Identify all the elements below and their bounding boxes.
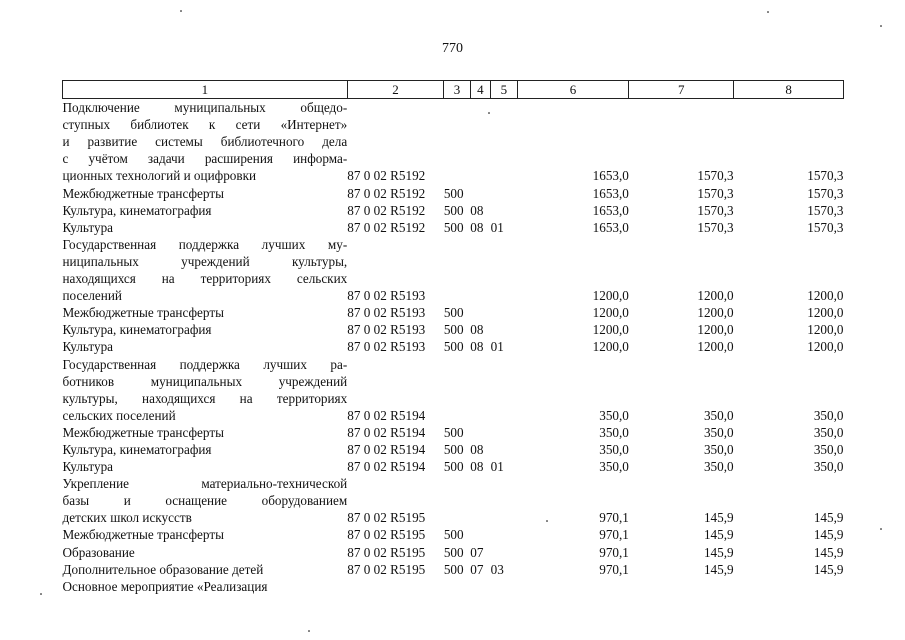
column-header-6: 6 bbox=[517, 81, 629, 99]
row-name bbox=[63, 526, 348, 543]
scan-speck bbox=[40, 593, 42, 595]
row-value-7: 350,0 bbox=[703, 407, 734, 423]
row-c5: 01 bbox=[490, 339, 504, 355]
row-c4 bbox=[470, 424, 490, 441]
row-name-line: ниципальных учреждений культуры, bbox=[62, 253, 348, 269]
row-value-7: 1570,3 bbox=[697, 168, 734, 184]
row-code: 87 0 02 R5194 bbox=[347, 441, 426, 457]
row-name bbox=[63, 219, 348, 236]
table-row bbox=[63, 526, 844, 543]
table-row bbox=[63, 338, 844, 355]
row-value-7: 1570,3 bbox=[697, 185, 734, 201]
row-c4: 08 bbox=[470, 202, 484, 218]
row-code: 87 0 02 R5195 bbox=[347, 527, 426, 543]
row-c4: 08 bbox=[470, 219, 484, 235]
row-c3: 500 bbox=[443, 339, 464, 355]
table-body bbox=[63, 99, 844, 595]
row-c3 bbox=[444, 578, 470, 595]
row-value-6: 350,0 bbox=[599, 424, 629, 440]
scan-speck bbox=[880, 25, 882, 27]
table-row bbox=[63, 544, 844, 561]
row-c4: 08 bbox=[470, 441, 484, 457]
row-value-6: 1653,0 bbox=[592, 185, 629, 201]
table-row bbox=[63, 458, 844, 475]
row-name-line: детских школ искусств bbox=[62, 510, 192, 526]
row-name bbox=[63, 544, 348, 561]
row-name-line: Культура, кинематография bbox=[62, 441, 212, 457]
row-c5 bbox=[491, 544, 517, 561]
row-code: 87 0 02 R5194 bbox=[347, 424, 426, 440]
row-value-6: 1653,0 bbox=[592, 219, 629, 235]
row-code: 87 0 02 R5193 bbox=[347, 339, 426, 355]
table-row bbox=[63, 202, 844, 219]
row-value-6: 350,0 bbox=[599, 441, 629, 457]
row-c5 bbox=[491, 475, 517, 526]
row-value-6: 350,0 bbox=[599, 407, 629, 423]
row-name bbox=[63, 236, 348, 304]
row-c3 bbox=[444, 356, 470, 424]
row-name-line: Государственная поддержка лучших му- bbox=[62, 236, 348, 252]
row-value-7: 1200,0 bbox=[697, 288, 734, 304]
row-c3: 500 bbox=[443, 459, 464, 475]
row-name bbox=[63, 304, 348, 321]
scan-speck bbox=[180, 10, 182, 12]
row-c5 bbox=[491, 441, 517, 458]
row-code: 87 0 02 R5193 bbox=[347, 288, 426, 304]
row-value-6: 970,1 bbox=[599, 544, 629, 560]
table-row bbox=[63, 561, 844, 578]
row-c5 bbox=[491, 424, 517, 441]
row-c3: 500 bbox=[443, 202, 464, 218]
table-row bbox=[63, 236, 844, 304]
row-value-7: 145,9 bbox=[703, 527, 734, 543]
row-value-6: 350,0 bbox=[599, 459, 629, 475]
row-c3: 500 bbox=[443, 219, 464, 235]
row-value-8: 1200,0 bbox=[807, 322, 844, 338]
row-value-7: 1570,3 bbox=[697, 202, 734, 218]
table-row bbox=[63, 99, 844, 185]
row-c3: 500 bbox=[443, 185, 464, 201]
table-header bbox=[63, 81, 844, 99]
row-c4 bbox=[470, 236, 490, 304]
row-name-line: ступных библиотек к сети «Интернет» bbox=[62, 117, 348, 133]
row-c3: 500 bbox=[443, 527, 464, 543]
row-code: 87 0 02 R5195 bbox=[347, 510, 426, 526]
row-c5 bbox=[491, 236, 517, 304]
row-name-line: Государственная поддержка лучших ра- bbox=[62, 356, 348, 372]
row-c4 bbox=[470, 475, 490, 526]
scan-speck bbox=[488, 112, 490, 114]
row-value-7: 1570,3 bbox=[697, 219, 734, 235]
row-value-8: 145,9 bbox=[813, 544, 844, 560]
row-value-8: 350,0 bbox=[813, 407, 844, 423]
row-value-6: 970,1 bbox=[599, 527, 629, 543]
row-c5 bbox=[491, 321, 517, 338]
row-value-8 bbox=[734, 578, 844, 595]
row-value-8: 1200,0 bbox=[807, 288, 844, 304]
header-row bbox=[63, 81, 844, 99]
column-header-1: 1 bbox=[63, 81, 348, 99]
row-name bbox=[63, 424, 348, 441]
column-header-4: 4 bbox=[470, 81, 490, 99]
table-row bbox=[63, 219, 844, 236]
row-name-line: Культура, кинематография bbox=[62, 322, 212, 338]
row-name-line: Культура bbox=[62, 339, 114, 355]
row-name-line: сельских поселений bbox=[62, 407, 176, 423]
row-c3: 500 bbox=[443, 441, 464, 457]
row-value-7: 350,0 bbox=[703, 424, 734, 440]
row-name-line: Межбюджетные трансферты bbox=[62, 424, 224, 440]
row-name bbox=[63, 561, 348, 578]
row-value-7: 145,9 bbox=[703, 561, 734, 577]
row-value-8: 1570,3 bbox=[807, 202, 844, 218]
row-c5 bbox=[491, 304, 517, 321]
column-header-3: 3 bbox=[444, 81, 470, 99]
row-c4: 08 bbox=[470, 459, 484, 475]
row-c4 bbox=[470, 526, 490, 543]
row-c3: 500 bbox=[443, 544, 464, 560]
column-header-2: 2 bbox=[347, 81, 444, 99]
table-row bbox=[63, 321, 844, 338]
row-value-8: 1200,0 bbox=[807, 305, 844, 321]
table-row bbox=[63, 578, 844, 595]
row-value-7: 1200,0 bbox=[697, 339, 734, 355]
table-row bbox=[63, 185, 844, 202]
row-name-line: находящихся на территориях сельских bbox=[62, 271, 348, 287]
row-name-line: базы и оснащение оборудованием bbox=[62, 493, 348, 509]
row-value-8: 350,0 bbox=[813, 441, 844, 457]
row-name-line: культуры, находящихся на территориях bbox=[62, 390, 348, 406]
row-name bbox=[63, 185, 348, 202]
row-c5 bbox=[491, 578, 517, 595]
row-c3 bbox=[444, 236, 470, 304]
row-name-line: Межбюджетные трансферты bbox=[62, 305, 224, 321]
row-name bbox=[63, 441, 348, 458]
row-name-line: Культура bbox=[62, 459, 114, 475]
row-value-6: 970,1 bbox=[599, 561, 629, 577]
row-c4 bbox=[470, 356, 490, 424]
row-c4 bbox=[470, 304, 490, 321]
row-c4: 07 bbox=[470, 544, 484, 560]
row-name-line: Межбюджетные трансферты bbox=[62, 527, 224, 543]
row-name-line: Дополнительное образование детей bbox=[62, 561, 264, 577]
row-name-line: Укрепление материально-технической bbox=[62, 476, 348, 492]
scan-speck bbox=[308, 630, 310, 632]
row-code: 87 0 02 R5192 bbox=[347, 185, 426, 201]
row-code: 87 0 02 R5192 bbox=[347, 202, 426, 218]
table-row bbox=[63, 475, 844, 526]
row-value-6: 1653,0 bbox=[592, 168, 629, 184]
row-code: 87 0 02 R5193 bbox=[347, 305, 426, 321]
scan-speck bbox=[546, 520, 548, 522]
row-value-8: 145,9 bbox=[813, 510, 844, 526]
row-name-line: ционных технологий и оцифровки bbox=[62, 168, 257, 184]
row-code: 87 0 02 R5195 bbox=[347, 561, 426, 577]
budget-table bbox=[62, 80, 844, 595]
row-name-line: Образование bbox=[62, 544, 135, 560]
row-name-line: с учётом задачи расширения информа- bbox=[62, 151, 348, 167]
row-name bbox=[63, 99, 348, 185]
row-value-6: 1200,0 bbox=[592, 322, 629, 338]
table-row bbox=[63, 356, 844, 424]
table-row bbox=[63, 304, 844, 321]
row-name-line: Культура, кинематография bbox=[62, 202, 212, 218]
row-value-7 bbox=[629, 578, 734, 595]
row-value-6: 1653,0 bbox=[592, 202, 629, 218]
page-number: 770 bbox=[442, 41, 463, 56]
row-c4 bbox=[470, 578, 490, 595]
row-c3 bbox=[444, 99, 470, 185]
row-name bbox=[63, 475, 348, 526]
row-value-8: 1570,3 bbox=[807, 219, 844, 235]
row-c3: 500 bbox=[443, 322, 464, 338]
row-name bbox=[63, 202, 348, 219]
row-c5 bbox=[491, 185, 517, 202]
row-name bbox=[63, 321, 348, 338]
table-row bbox=[63, 441, 844, 458]
row-value-7: 1200,0 bbox=[697, 305, 734, 321]
row-name-line: и развитие системы библиотечного дела bbox=[62, 134, 348, 150]
row-c5: 01 bbox=[490, 219, 504, 235]
row-name-line: Основное мероприятие «Реализация bbox=[62, 578, 268, 594]
row-code: 87 0 02 R5195 bbox=[347, 544, 426, 560]
row-value-6: 1200,0 bbox=[592, 339, 629, 355]
row-c3: 500 bbox=[443, 305, 464, 321]
row-code bbox=[347, 578, 444, 595]
row-c5 bbox=[491, 202, 517, 219]
row-value-6 bbox=[517, 578, 629, 595]
row-value-6: 1200,0 bbox=[592, 305, 629, 321]
scan-speck bbox=[767, 11, 769, 13]
row-value-8: 1570,3 bbox=[807, 168, 844, 184]
column-header-8: 8 bbox=[734, 81, 844, 99]
row-name bbox=[63, 578, 348, 595]
row-value-8: 350,0 bbox=[813, 459, 844, 475]
column-header-7: 7 bbox=[629, 81, 734, 99]
row-name-line: Культура bbox=[62, 219, 114, 235]
row-value-8: 145,9 bbox=[813, 527, 844, 543]
row-code: 87 0 02 R5193 bbox=[347, 322, 426, 338]
row-c4: 07 bbox=[470, 561, 484, 577]
row-c3: 500 bbox=[443, 561, 464, 577]
row-value-7: 145,9 bbox=[703, 510, 734, 526]
row-name-line: Межбюджетные трансферты bbox=[62, 185, 224, 201]
scan-speck bbox=[880, 528, 882, 530]
row-name bbox=[63, 356, 348, 424]
column-header-5: 5 bbox=[491, 81, 517, 99]
row-code: 87 0 02 R5194 bbox=[347, 459, 426, 475]
row-value-7: 1200,0 bbox=[697, 322, 734, 338]
row-c3 bbox=[444, 475, 470, 526]
row-value-8: 145,9 bbox=[813, 561, 844, 577]
row-name-line: ботников муниципальных учреждений bbox=[62, 373, 348, 389]
row-c5 bbox=[491, 356, 517, 424]
row-code: 87 0 02 R5192 bbox=[347, 219, 426, 235]
row-value-7: 350,0 bbox=[703, 441, 734, 457]
row-name bbox=[63, 458, 348, 475]
row-value-8: 350,0 bbox=[813, 424, 844, 440]
row-value-6: 1200,0 bbox=[592, 288, 629, 304]
row-code: 87 0 02 R5194 bbox=[347, 407, 426, 423]
row-value-7: 350,0 bbox=[703, 459, 734, 475]
row-c4: 08 bbox=[470, 322, 484, 338]
row-value-7: 145,9 bbox=[703, 544, 734, 560]
row-c4 bbox=[470, 185, 490, 202]
row-value-8: 1200,0 bbox=[807, 339, 844, 355]
row-code: 87 0 02 R5192 bbox=[347, 168, 426, 184]
row-c4: 08 bbox=[470, 339, 484, 355]
table-row bbox=[63, 424, 844, 441]
row-name-line: Подключение муниципальных общедо- bbox=[62, 100, 348, 116]
row-c5 bbox=[491, 99, 517, 185]
row-c5 bbox=[491, 526, 517, 543]
row-name bbox=[63, 338, 348, 355]
row-name-line: поселений bbox=[62, 288, 122, 304]
row-c5: 03 bbox=[490, 561, 504, 577]
row-c5: 01 bbox=[490, 459, 504, 475]
row-c3: 500 bbox=[443, 424, 464, 440]
row-value-6: 970,1 bbox=[599, 510, 629, 526]
row-value-8: 1570,3 bbox=[807, 185, 844, 201]
